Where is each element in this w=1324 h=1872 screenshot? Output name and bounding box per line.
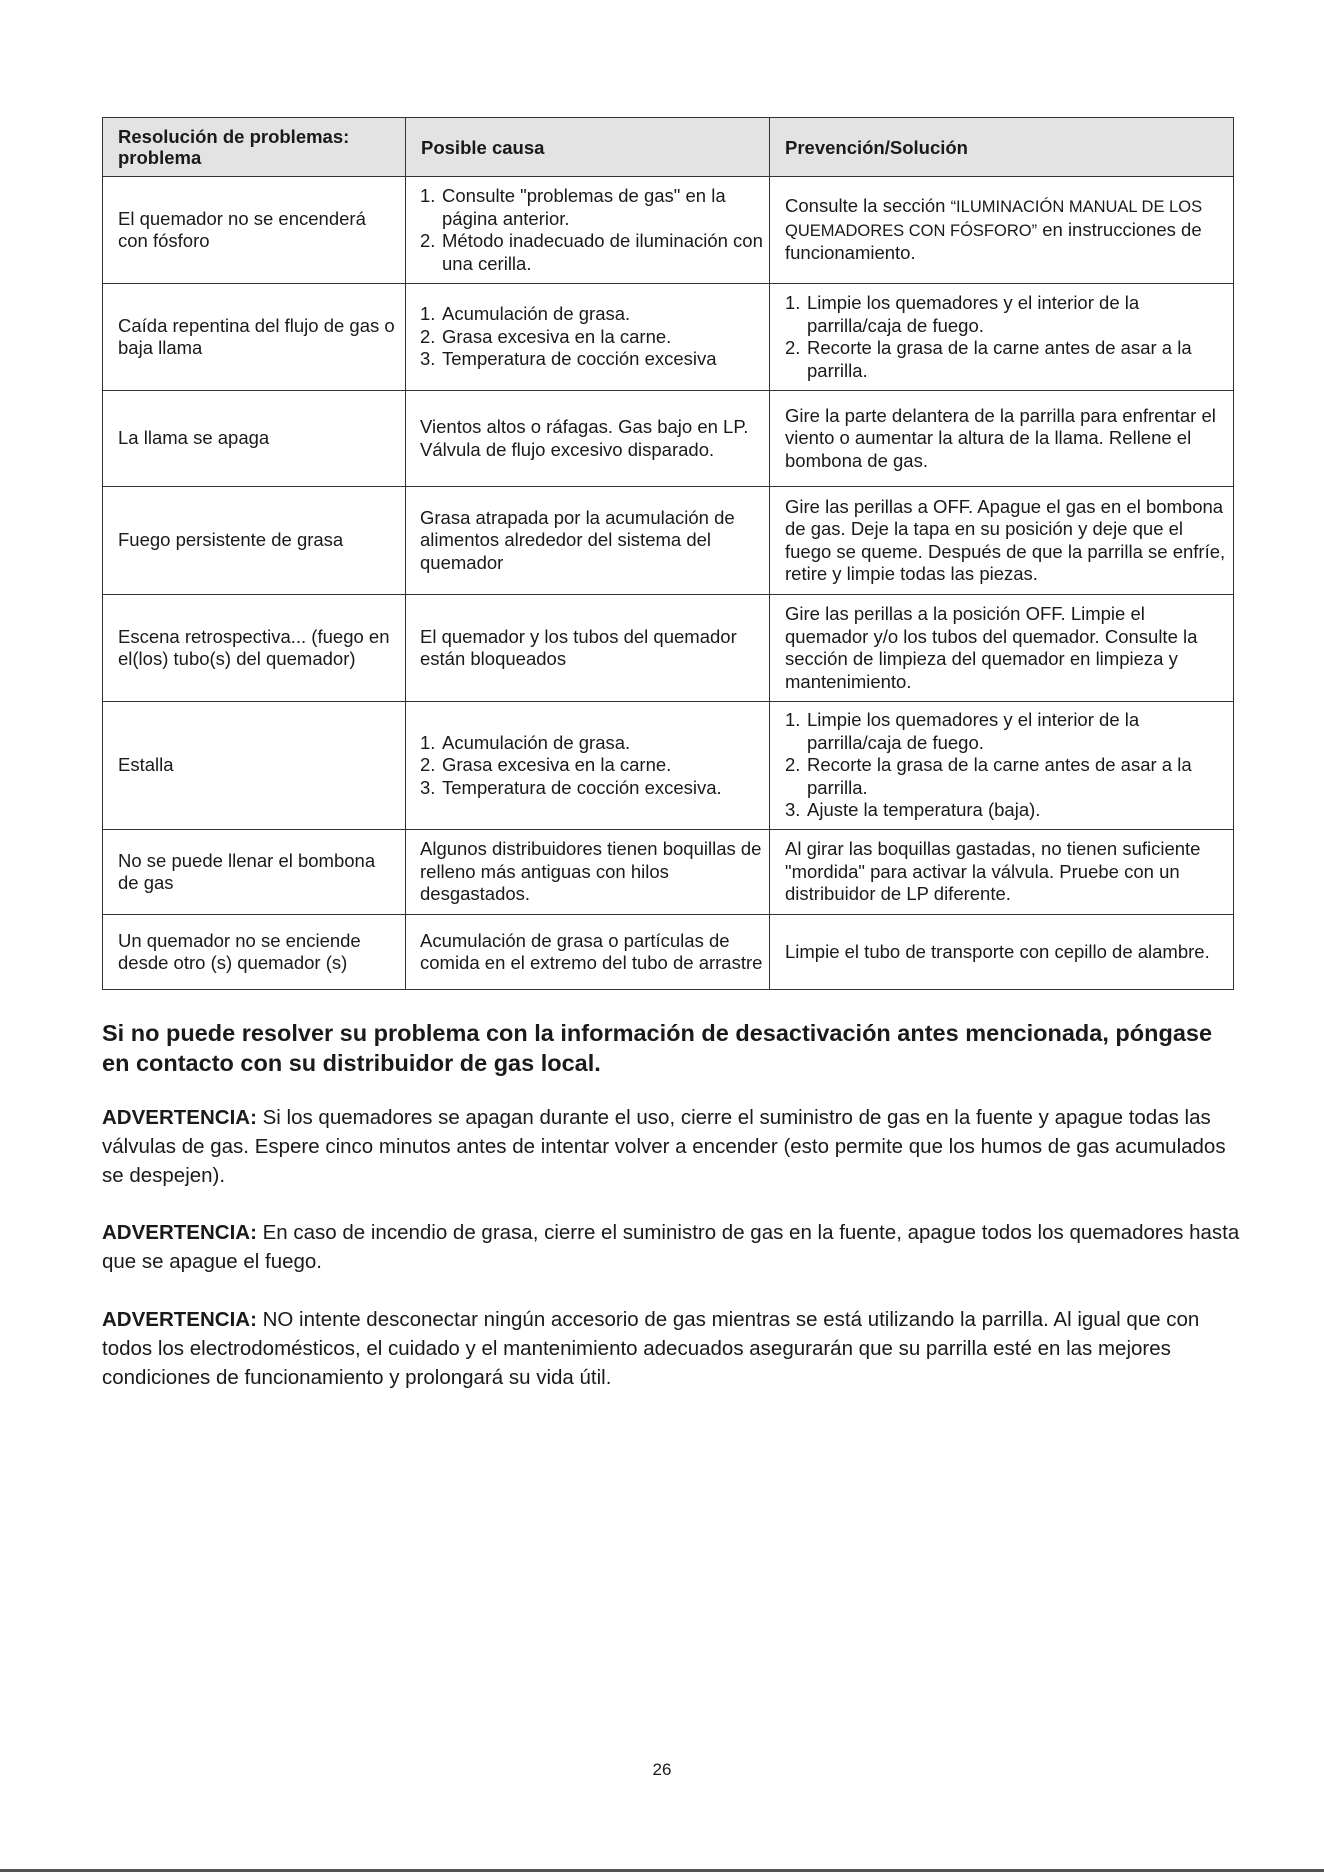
warning-text: Si los quemadores se apagan durante el uso, cierre el suministro de gas en la fuente y apague todas las válvulas de gas. Espere cinco minutos antes de intentar volver a encender (esto permite que los humos de gas acumulados se despejen). xyxy=(102,1106,1226,1187)
list-item: 3. Ajuste la temperatura (baja). xyxy=(785,799,1041,821)
cause-cell xyxy=(406,284,770,391)
cause-cell xyxy=(406,177,770,284)
solution-cell xyxy=(770,284,1234,391)
table-row xyxy=(103,702,1234,830)
list-item: 2. Método inadecuado de iluminación con una cerilla. xyxy=(420,230,763,274)
cause-cell xyxy=(406,702,770,830)
problem-cell: Fuego persistente de grasa xyxy=(103,487,406,595)
header-solution: Prevención/Solución xyxy=(770,118,1234,177)
list-item: 2. Recorte la grasa de la carne antes de asar a la parrilla. xyxy=(785,754,1192,798)
warning-text: NO intente desconectar ningún accesorio de gas mientras se está utilizando la parrilla. Al igual que con todos los electrodomésticos, el cuidado y el mantenimiento adecuados asegurarán que su parrilla esté en las mejores condiciones de funcionamiento y prolongará su vida útil. xyxy=(102,1308,1200,1389)
section-reference: “ILUMINACIÓN MANUAL DE LOS QUEMADORES CON FÓSFORO” xyxy=(785,198,1203,240)
problem-cell: Estalla xyxy=(103,702,406,830)
solution-cell: Gire la parte delantera de la parrilla para enfrentar el viento o aumentar la altura de la llama. Rellene el bombona de gas. xyxy=(770,391,1234,487)
cause-cell: Acumulación de grasa o partículas de comida en el extremo del tubo de arrastre xyxy=(406,915,770,990)
contact-distributor-note: Si no puede resolver su problema con la información de desactivación antes mencionada, póngase en contacto con su distribuidor de gas local. xyxy=(102,1020,1213,1076)
problem-cell: La llama se apaga xyxy=(103,391,406,487)
table-row xyxy=(103,177,1234,284)
problem-cell: No se puede llenar el bombona de gas xyxy=(103,830,406,915)
list-item: 2. Grasa excesiva en la carne. xyxy=(420,754,672,776)
table-row xyxy=(103,830,1234,915)
solution-cell: Limpie el tubo de transporte con cepillo de alambre. xyxy=(770,915,1234,990)
problem-cell: Un quemador no se enciende desde otro (s) quemador (s) xyxy=(103,915,406,990)
solution-cell xyxy=(770,702,1234,830)
list-item: 3. Temperatura de cocción excesiva xyxy=(420,348,717,370)
header-cause: Posible causa xyxy=(406,118,770,177)
header-problem: Resolución de problemas: problema xyxy=(103,118,406,177)
list-item: 1. Limpie los quemadores y el interior de la parrilla/caja de fuego. xyxy=(785,292,1140,336)
table-row xyxy=(103,284,1234,391)
cause-cell: Algunos distribuidores tienen boquillas de relleno más antiguas con hilos desgastados. xyxy=(406,830,770,915)
solution-cell: Al girar las boquillas gastadas, no tienen suficiente "mordida" para activar la válvula. Pruebe con un distribuidor de LP diferente. xyxy=(770,830,1234,915)
warning-label: ADVERTENCIA: xyxy=(102,1221,257,1244)
cause-cell: El quemador y los tubos del quemador están bloqueados xyxy=(406,595,770,702)
solution-cell: Gire las perillas a OFF. Apague el gas en el bombona de gas. Deje la tapa en su posición y deje que el fuego se queme. Después de que la parrilla se enfríe, retire y limpie todas las piezas. xyxy=(770,487,1234,595)
problem-cell: El quemador no se encenderá con fósforo xyxy=(103,177,406,284)
cause-cell: Vientos altos o ráfagas. Gas bajo en LP. Válvula de flujo excesivo disparado. xyxy=(406,391,770,487)
list-item: 3. Temperatura de cocción excesiva. xyxy=(420,776,722,798)
warning-paragraph xyxy=(102,1218,1242,1276)
warning-label: ADVERTENCIA: xyxy=(102,1308,257,1331)
table-row xyxy=(103,595,1234,702)
problem-cell: Caída repentina del flujo de gas o baja llama xyxy=(103,284,406,391)
list-item: 2. Grasa excesiva en la carne. xyxy=(420,325,672,347)
solution-cell: Gire las perillas a la posición OFF. Limpie el quemador y/o los tubos del quemador. Consulte la sección de limpieza del quemador en limpieza y mantenimiento. xyxy=(770,595,1234,702)
page-number: 26 xyxy=(652,1760,672,1779)
table-header-row xyxy=(103,118,1234,177)
list-item: 1. Acumulación de grasa. xyxy=(420,303,631,325)
troubleshooting-table xyxy=(102,117,1234,990)
list-item: 1. Consulte "problemas de gas" en la página anterior. xyxy=(420,185,726,229)
warning-text: En caso de incendio de grasa, cierre el suministro de gas en la fuente, apague todos los quemadores hasta que se apague el fuego. xyxy=(102,1221,1240,1273)
list-item: 1. Acumulación de grasa. xyxy=(420,731,631,753)
problem-cell: Escena retrospectiva... (fuego en el(los) tubo(s) del quemador) xyxy=(103,595,406,702)
warning-label: ADVERTENCIA: xyxy=(102,1106,257,1129)
list-item: 2. Recorte la grasa de la carne antes de asar a la parrilla. xyxy=(785,337,1192,381)
solution-cell: Consulte la sección “ILUMINACIÓN MANUAL DE LOS QUEMADORES CON FÓSFORO” en instrucciones de funcionamiento. xyxy=(770,177,1234,284)
warning-paragraph xyxy=(102,1103,1242,1190)
cause-cell: Grasa atrapada por la acumulación de alimentos alrededor del sistema del quemador xyxy=(406,487,770,595)
list-item: 1. Limpie los quemadores y el interior de la parrilla/caja de fuego. xyxy=(785,709,1140,753)
warning-paragraph xyxy=(102,1305,1242,1392)
table-row xyxy=(103,391,1234,487)
table-row xyxy=(103,915,1234,990)
table-row xyxy=(103,487,1234,595)
